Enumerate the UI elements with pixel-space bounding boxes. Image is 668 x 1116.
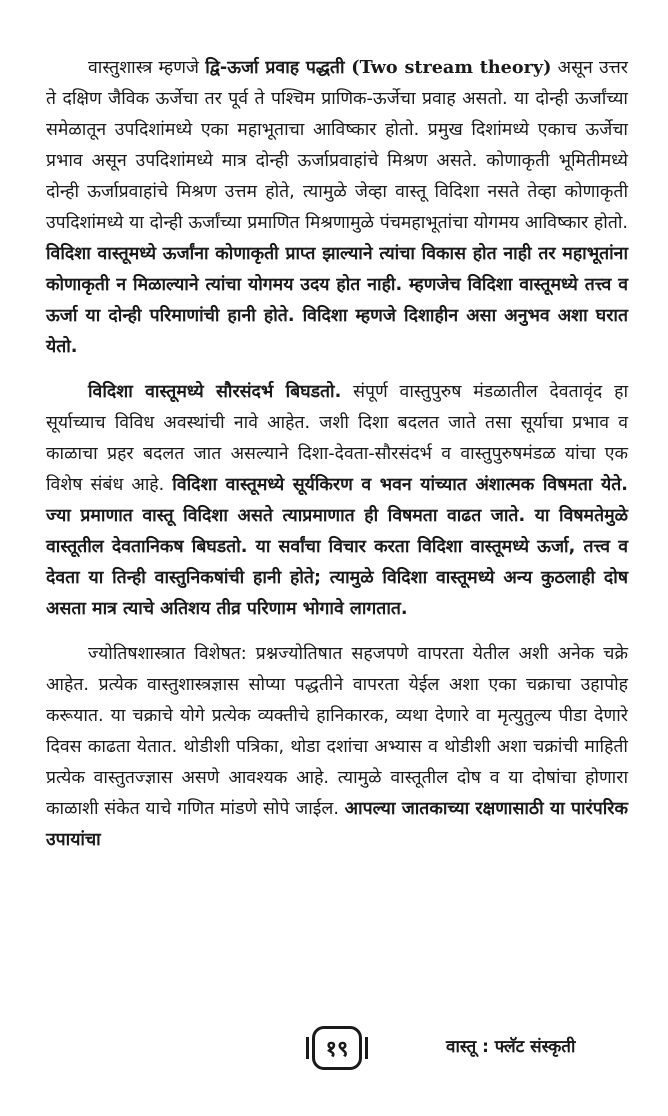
page-body [46,52,628,870]
page-footer [0,1020,668,1080]
paragraph-3 [46,639,628,856]
book-title: वास्तू : फ्लॅट संस्कृती [446,1037,576,1057]
para1-run-1: वास्तुशास्त्र म्हणजे [88,58,206,78]
page-number: १९ [325,1037,349,1062]
paragraph-1 [46,52,628,363]
para1-run-4: असून उत्तर ते दक्षिण जैविक ऊर्जेचा तर पूर्व ते पश्चिम प्राणिक-ऊर्जेचा प्रवाह असतो. या दोन्ही ऊर्जांच्या समेळातून उपदिशांमध्ये एका महाभूताचा आविष्कार होतो. प्रमुख दिशांमध्ये एकाच ऊर्जेचा प्रभाव असून उपदिशांमध्ये मात्र दोन्ही ऊर्जाप्रवाहांचे मिश्रण असते. कोणाकृती भूमितीमध्ये दोन्ही ऊर्जाप्रवाहांचे मिश्रण उत्तम होते, त्यामुळे जेव्हा वास्तू विदिशा नसते तेव्हा कोणाकृती उपदिशांमध्ये या दोन्ही ऊर्जांच्या प्रमाणित मिश्रणामुळे पंचमहाभूतांचा योगमय आविष्कार होतो. [46,58,628,233]
para2-run-3-bold: विदिशा वास्तूमध्ये सूर्यकिरण व भवन यांच्यात अंशात्मक विषमता येते. ज्या प्रमाणात वास्तू विदिशा असते त्याप्रमाणात ही विषमता वाढत जाते. या विषमतेमुळे वास्तूतील देवतानिकष बिघडतो. या सर्वांचा विचार करता विदिशा वास्तूमध्ये ऊर्जा, तत्त्व व देवता या तिन्ही वास्तुनिकषांची हानी होते; त्यामुळे विदिशा वास्तूमध्ये अन्य कुठलाही दोष असता मात्र त्याचे अतिशय तीव्र परिणाम भोगावे लागतात. [46,475,628,619]
para2-run-2: संपूर्ण वास्तुपुरुष मंडळातील देवतावृंद हा सूर्याच्याच विविध अवस्थांची नावे आहेत. जशी दिशा बदलत जाते तसा सूर्याचा प्रभाव व काळाचा प्रहर बदलत जात असल्याने दिशा-देवता-सौरसंदर्भ व वास्तुपुरुषमंडळ यांचा एक विशेष संबंध आहे. [46,382,628,495]
para1-run-5-bold: विदिशा वास्तूमध्ये ऊर्जांना कोणाकृती प्राप्त झाल्याने त्यांचा विकास होत नाही तर महाभूतांना कोणाकृती न मिळाल्याने त्यांचा योगमय उदय होत नाही. म्हणजेच विदिशा वास्तूमध्ये तत्त्व व ऊर्जा या दोन्ही परिमाणांची हानी होते. विदिशा म्हणजे दिशाहीन असा अनुभव अशा घरात येतो. [46,244,628,357]
paragraph-2 [46,377,628,625]
para3-run-2-bold: आपल्या जातकाच्या रक्षणासाठी या पारंपरिक उपायांचा [46,799,629,850]
para2-run-1-bold: विदिशा वास्तूमध्ये सौरसंदर्भ बिघडतो. [88,382,342,402]
para3-run-1: ज्योतिषशास्त्रात विशेषत: प्रश्नज्योतिषात सहजपणे वापरता येतील अशी अनेक चक्रे आहेत. प्रत्येक वास्तुशास्त्रज्ञास सोप्या पद्धतीने वापरता येईल अशा एका चक्राचा उहापोह करूयात. या चक्राचे योगे प्रत्येक व्यक्तीचे हानिकारक, व्यथा देणारे वा मृत्युतुल्य पीडा देणारे दिवस काढता येतात. थोडीशी पत्रिका, थोडा दशांचा अभ्यास व थोडीशी अशा चक्रांची माहिती प्रत्येक वास्तुतज्ज्ञास असणे आवश्यक आहे. त्यामुळे वास्तूतील दोष व या दोषांचा होणारा काळाशी संकेत याचे गणित मांडणे सोपे जाईल. [46,644,628,819]
para1-run-3-english: (Two stream theory) [351,57,552,78]
para1-run-2-bold: द्वि-ऊर्जा प्रवाह पद्धती [205,58,352,78]
page-number-badge [312,1026,362,1070]
